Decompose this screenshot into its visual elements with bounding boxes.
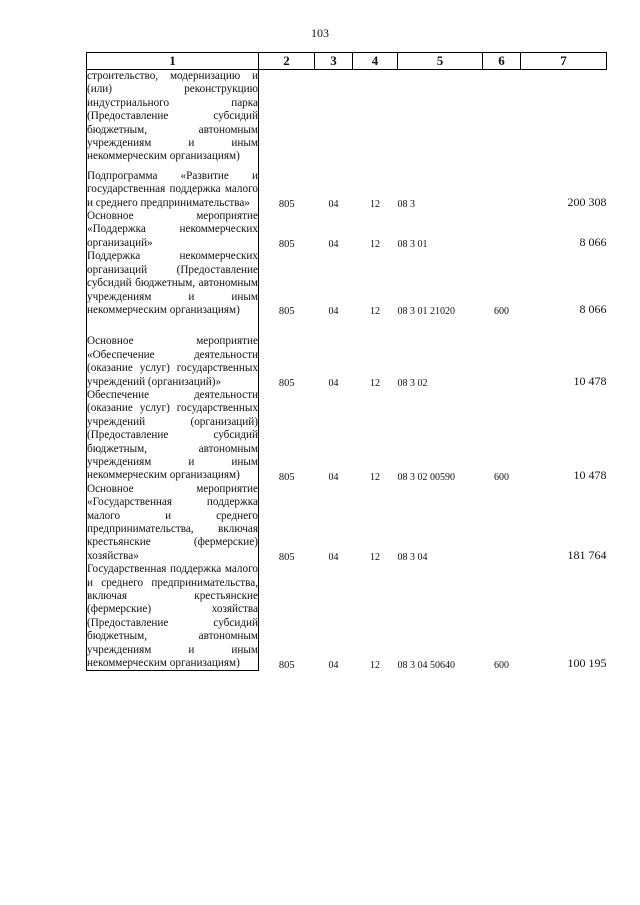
- row-gr: 805: [278, 199, 295, 211]
- row-vr: [483, 170, 521, 210]
- row-name: Основное мероприятие «Государственная поддержка малого и среднего предпринимательства, включая крестьянские (фермерские) хозяйства»: [87, 482, 258, 562]
- row-sum: 8 066: [579, 235, 607, 250]
- table-row: [87, 250, 607, 335]
- row-csr: 08 3 02: [397, 377, 428, 389]
- row-sum: [521, 70, 607, 170]
- row-vr: 600: [494, 471, 509, 483]
- row-gr: 805: [278, 471, 295, 483]
- row-vr: 600: [494, 659, 509, 671]
- row-sum: 100 195: [567, 655, 607, 670]
- row-pr: 12: [370, 659, 380, 671]
- row-vr: 600: [494, 306, 509, 318]
- table-row: [87, 170, 607, 210]
- header-col-3: 3: [315, 53, 353, 70]
- table-row: [87, 483, 607, 563]
- row-name: Государственная поддержка малого и среднего предпринимательства, включая крестьянские (фермерские) хозяйства (Предоставление субсидий бюджетным, автономным учреждениям и иным некоммерческим организациям): [87, 563, 258, 670]
- row-csr: 08 3 01: [397, 239, 428, 251]
- table-row: [87, 335, 607, 389]
- row-rz: 04: [328, 659, 339, 671]
- row-name: Поддержка некоммерческих организаций (Предоставление субсидий бюджетным, автономным учреждениям и иным некоммерческим организациям): [87, 250, 259, 335]
- row-csr: 08 3: [397, 199, 415, 211]
- row-gr: [259, 70, 315, 170]
- row-csr: 08 3 01 21020: [397, 306, 455, 318]
- row-csr: [398, 70, 483, 170]
- row-csr: 08 3 04 50640: [397, 659, 455, 671]
- row-gr: 805: [278, 239, 295, 251]
- row-gr: 805: [278, 306, 295, 318]
- row-pr: 12: [370, 552, 380, 564]
- row-vr: [483, 70, 521, 170]
- header-col-6: 6: [483, 53, 521, 70]
- row-rz: [315, 70, 353, 170]
- row-name: Основное мероприятие «Поддержка некоммерческих организаций»: [87, 210, 258, 249]
- table-row: [87, 563, 607, 671]
- table-header-row: [87, 53, 607, 70]
- row-rz: 04: [328, 199, 339, 211]
- row-pr: 12: [370, 471, 380, 483]
- row-gr: 805: [278, 552, 295, 564]
- row-gr: 805: [278, 659, 295, 671]
- row-csr: 08 3 04: [397, 552, 428, 564]
- row-rz: 04: [328, 239, 339, 251]
- row-rz: 04: [328, 377, 339, 389]
- row-name: строительство, модернизацию и (или) реконструкцию индустриального парка (Предоставление субсидий бюджетным, автономным учреждениям и иным некоммерческим организациям): [87, 70, 259, 170]
- header-col-5: 5: [398, 53, 483, 70]
- row-pr: 12: [370, 199, 380, 211]
- header-col-2: 2: [259, 53, 315, 70]
- header-col-1: 1: [87, 53, 259, 70]
- row-sum: 200 308: [567, 195, 607, 210]
- row-csr: 08 3 02 00590: [397, 471, 455, 483]
- row-pr: 12: [370, 239, 380, 251]
- row-vr: [483, 483, 521, 563]
- row-sum: 10 478: [573, 373, 607, 388]
- row-vr: [483, 335, 521, 389]
- header-col-7: 7: [521, 53, 607, 70]
- header-col-4: 4: [353, 53, 398, 70]
- row-rz: 04: [328, 471, 339, 483]
- row-sum: 8 066: [579, 302, 607, 317]
- budget-table: [86, 52, 607, 671]
- table-row: [87, 210, 607, 250]
- row-gr: 805: [278, 377, 295, 389]
- row-name: Основное мероприятие «Обеспечение деятельности (оказание услуг) государственных учреждений (организаций)»: [87, 335, 258, 388]
- row-name: Обеспечение деятельности (оказание услуг) государственных учреждений (организаций) (Предоставление субсидий бюджетным, автономным учреждениям и иным некоммерческим организациям): [87, 388, 258, 482]
- row-sum: 10 478: [573, 467, 607, 482]
- row-pr: 12: [370, 306, 380, 318]
- row-name: Подпрограмма «Развитие и государственная поддержка малого и среднего предпринимательства»: [87, 169, 258, 209]
- row-sum: 181 764: [567, 548, 607, 563]
- row-pr: 12: [370, 377, 380, 389]
- table-row: [87, 389, 607, 483]
- row-rz: 04: [328, 552, 339, 564]
- row-pr: [353, 70, 398, 170]
- table-row: [87, 70, 607, 170]
- row-rz: 04: [328, 306, 339, 318]
- row-vr: [483, 210, 521, 250]
- page-number: 103: [311, 26, 329, 40]
